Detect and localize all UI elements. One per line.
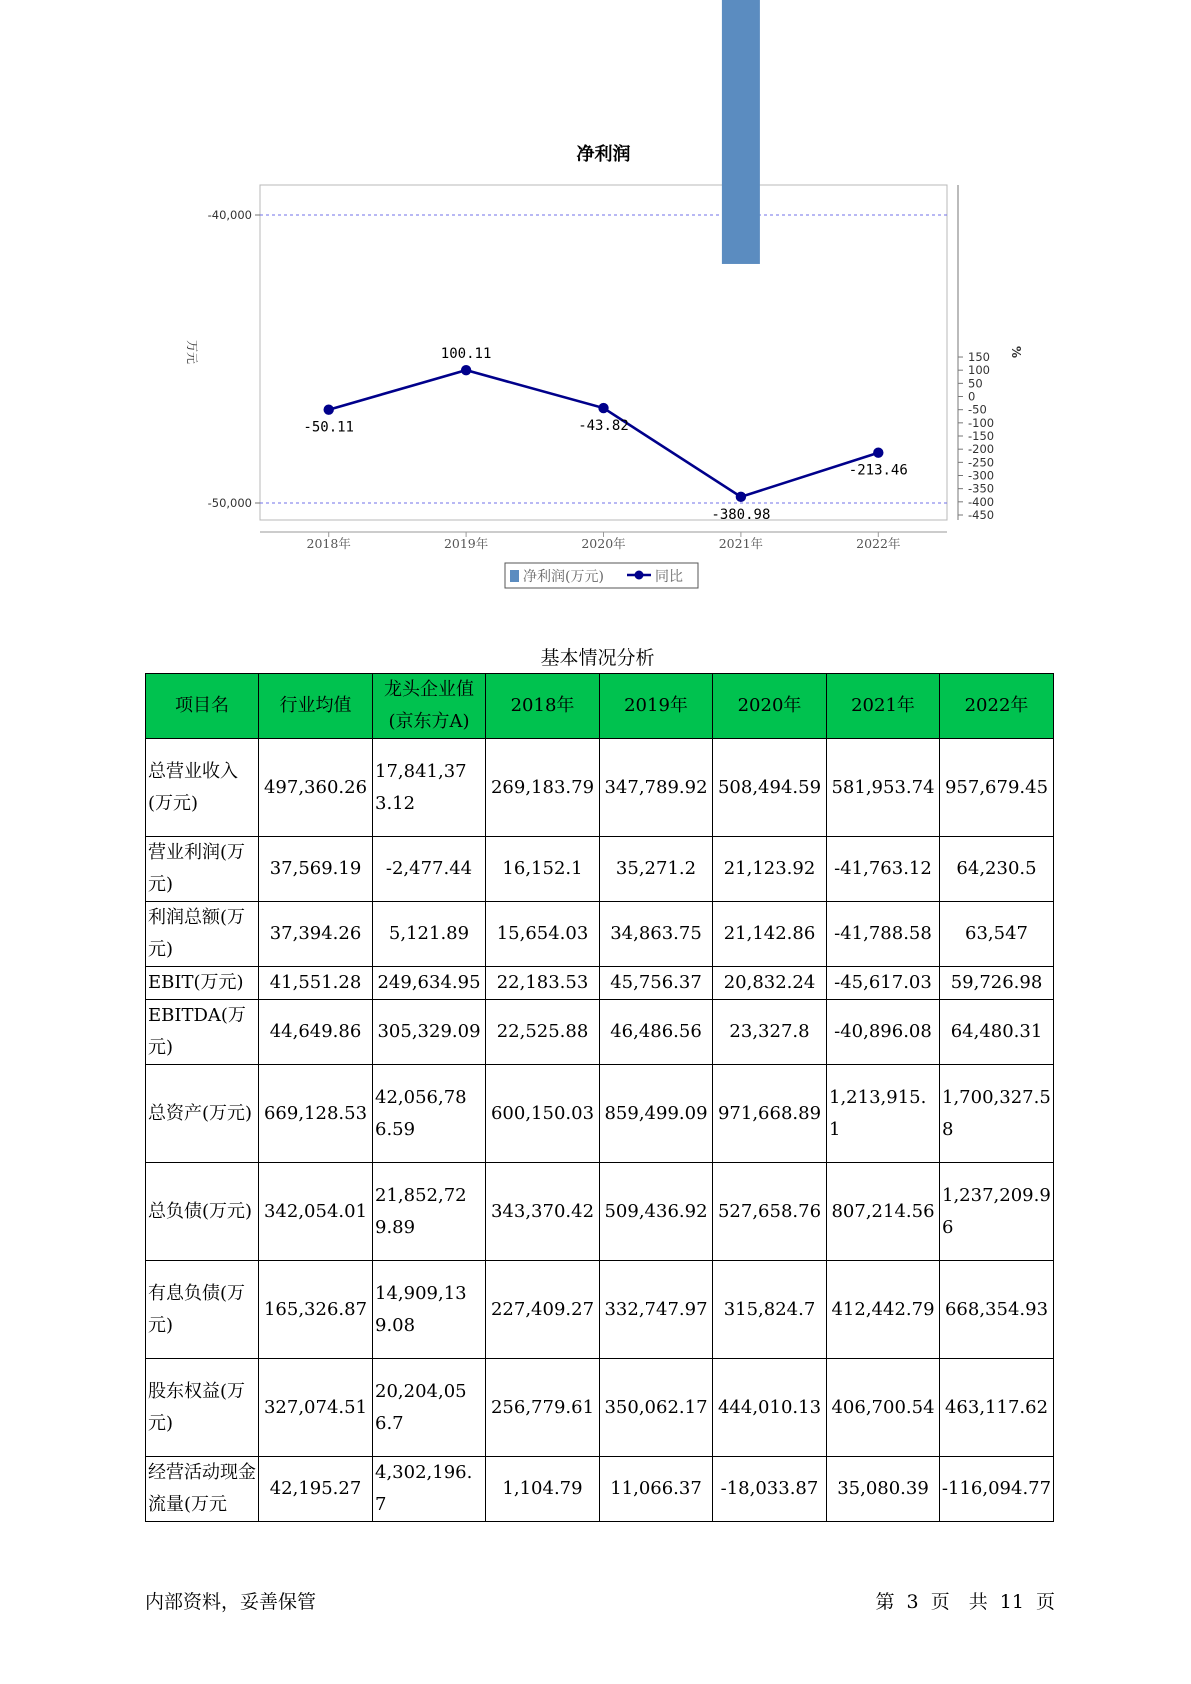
x-tick-label: 2021年 — [718, 536, 764, 551]
point-yoy — [324, 405, 334, 415]
row-label: 营业利润(万元) — [146, 837, 259, 902]
row-label: 股东权益(万元) — [146, 1359, 259, 1457]
page-current: 3 — [906, 1591, 919, 1613]
table-cell: -40,896.08 — [827, 1000, 940, 1065]
table-row — [146, 1065, 1054, 1163]
table-cell: 34,863.75 — [600, 902, 713, 967]
y-right-axis-title: % — [1009, 345, 1023, 359]
table-cell: 21,852,729.89 — [373, 1163, 486, 1261]
table-cell: 600,150.03 — [486, 1065, 600, 1163]
table-cell: 1,104.79 — [486, 1457, 600, 1522]
table-cell: 581,953.74 — [827, 739, 940, 837]
chart-title: 净利润 — [576, 144, 631, 165]
table-row — [146, 902, 1054, 967]
table-cell: 22,525.88 — [486, 1000, 600, 1065]
point-yoy — [873, 448, 883, 458]
header-cell: 2022年 — [940, 674, 1054, 739]
table-cell: 350,062.17 — [600, 1359, 713, 1457]
point-yoy — [736, 492, 746, 502]
table-cell: 347,789.92 — [600, 739, 713, 837]
table-header-row — [146, 674, 1054, 739]
y-right-tick-label: 50 — [968, 376, 983, 391]
table-cell: 463,117.62 — [940, 1359, 1054, 1457]
table-cell: 35,080.39 — [827, 1457, 940, 1522]
point-yoy — [461, 365, 471, 375]
table-cell: 256,779.61 — [486, 1359, 600, 1457]
y-right-tick-label: -400 — [968, 494, 995, 509]
table-cell: 45,756.37 — [600, 967, 713, 1000]
footer-confidential: 内部资料，妥善保管 — [145, 1591, 317, 1613]
page-prefix: 第 — [875, 1591, 895, 1613]
footer-page-number — [875, 1587, 1055, 1614]
row-label: 总负债(万元) — [146, 1163, 259, 1261]
table-cell: -41,788.58 — [827, 902, 940, 967]
y-right-tick-label: -450 — [968, 508, 995, 522]
table-row — [146, 1000, 1054, 1065]
data-label-yoy: -213.46 — [848, 462, 908, 479]
table-cell: 957,679.45 — [940, 739, 1054, 837]
table-cell: 412,442.79 — [827, 1261, 940, 1359]
table-cell: 165,326.87 — [259, 1261, 373, 1359]
table-cell: 497,360.26 — [259, 739, 373, 837]
y-right-tick-label: -350 — [968, 481, 995, 496]
header-cell: 龙头企业值(京东方A) — [373, 674, 486, 739]
table-cell: 42,056,786.59 — [373, 1065, 486, 1163]
x-tick-label: 2022年 — [856, 536, 901, 551]
y-right-tick-label: -200 — [968, 442, 995, 457]
y-left-tick-label: -50,000 — [207, 496, 252, 510]
row-label: 有息负债(万元) — [146, 1261, 259, 1359]
table-cell: 509,436.92 — [600, 1163, 713, 1261]
header-cell: 2021年 — [827, 674, 940, 739]
y-right-tick-label: -300 — [968, 468, 995, 483]
data-label-yoy: -380.98 — [711, 506, 771, 523]
table-cell: 37,394.26 — [259, 902, 373, 967]
page-suffix: 页 — [1035, 1591, 1055, 1613]
y-right-tick-label: 150 — [968, 350, 990, 365]
table-cell: 508,494.59 — [713, 739, 827, 837]
table-cell: -41,763.12 — [827, 837, 940, 902]
table-cell: 64,230.5 — [940, 837, 1054, 902]
y-right-tick-label: -150 — [968, 429, 995, 444]
table-cell: 249,634.95 — [373, 967, 486, 1000]
y-right-tick-label: 100 — [968, 363, 990, 378]
row-label: 利润总额(万元) — [146, 902, 259, 967]
row-label: EBIT(万元) — [146, 967, 259, 1000]
table-cell: 406,700.54 — [827, 1359, 940, 1457]
table-cell: -116,094.77 — [940, 1457, 1054, 1522]
data-label-yoy: -50.11 — [303, 419, 354, 436]
table-cell: 342,054.01 — [259, 1163, 373, 1261]
table-cell: 343,370.42 — [486, 1163, 600, 1261]
legend-swatch-bar — [510, 570, 519, 582]
table-cell: 315,824.7 — [713, 1261, 827, 1359]
table-cell: 15,654.03 — [486, 902, 600, 967]
plot-area — [260, 185, 947, 520]
table-cell: 668,354.93 — [940, 1261, 1054, 1359]
table-cell: 227,409.27 — [486, 1261, 600, 1359]
data-label-yoy: 100.11 — [440, 346, 492, 363]
table-cell: 4,302,196.7 — [373, 1457, 486, 1522]
header-cell: 2019年 — [600, 674, 713, 739]
table-cell: 807,214.56 — [827, 1163, 940, 1261]
y-right-tick-label: 0 — [968, 389, 976, 404]
y-right-tick-label: -250 — [968, 455, 995, 470]
row-label: 总资产(万元) — [146, 1065, 259, 1163]
table-row — [146, 1163, 1054, 1261]
table-cell: 859,499.09 — [600, 1065, 713, 1163]
table-cell: 527,658.76 — [713, 1163, 827, 1261]
table-cell: 444,010.13 — [713, 1359, 827, 1457]
y-right-tick-label: -50 — [968, 402, 987, 417]
legend-label-bar: 净利润(万元) — [523, 569, 604, 585]
legend-label-line: 同比 — [655, 569, 683, 585]
table-cell: 327,074.51 — [259, 1359, 373, 1457]
table-cell: 35,271.2 — [600, 837, 713, 902]
table-cell: 64,480.31 — [940, 1000, 1054, 1065]
table-row — [146, 967, 1054, 1000]
table-cell: 37,569.19 — [259, 837, 373, 902]
table-cell: 17,841,373.12 — [373, 739, 486, 837]
table-cell: -2,477.44 — [373, 837, 486, 902]
data-label-yoy: -43.82 — [578, 418, 629, 435]
legend-swatch-marker — [635, 571, 644, 580]
x-tick-label: 2018年 — [306, 536, 351, 551]
table-cell: 46,486.56 — [600, 1000, 713, 1065]
header-cell: 2020年 — [713, 674, 827, 739]
header-cell: 行业均值 — [259, 674, 373, 739]
table-cell: 1,213,915.1 — [827, 1065, 940, 1163]
table-caption: 基本情况分析 — [540, 647, 655, 669]
table-row — [146, 1261, 1054, 1359]
table-cell: 59,726.98 — [940, 967, 1054, 1000]
net-profit-chart — [0, 0, 1191, 600]
point-yoy — [598, 403, 608, 413]
table-cell: 269,183.79 — [486, 739, 600, 837]
table-cell: 332,747.97 — [600, 1261, 713, 1359]
table-row — [146, 837, 1054, 902]
analysis-table — [145, 673, 1054, 1522]
page-total: 11 — [999, 1591, 1024, 1613]
table-cell: 41,551.28 — [259, 967, 373, 1000]
table-cell: 669,128.53 — [259, 1065, 373, 1163]
bar-net-profit — [722, 0, 760, 264]
x-tick-label: 2019年 — [443, 536, 489, 551]
table-cell: 21,142.86 — [713, 902, 827, 967]
table-cell: 11,066.37 — [600, 1457, 713, 1522]
page-mid: 页 共 — [930, 1591, 988, 1613]
x-tick-label: 2020年 — [581, 536, 626, 551]
table-row — [146, 1359, 1054, 1457]
table-cell: 44,649.86 — [259, 1000, 373, 1065]
table-cell: 20,832.24 — [713, 967, 827, 1000]
header-cell: 项目名 — [146, 674, 259, 739]
table-cell: 1,700,327.58 — [940, 1065, 1054, 1163]
table-row — [146, 1457, 1054, 1522]
row-label: EBITDA(万元) — [146, 1000, 259, 1065]
table-cell: 1,237,209.96 — [940, 1163, 1054, 1261]
table-cell: 22,183.53 — [486, 967, 600, 1000]
y-left-axis-title: 万元 — [185, 339, 199, 365]
table-cell: 16,152.1 — [486, 837, 600, 902]
table-row — [146, 739, 1054, 837]
row-label: 经营活动现金流量(万元 — [146, 1457, 259, 1522]
table-cell: 21,123.92 — [713, 837, 827, 902]
header-cell: 2018年 — [486, 674, 600, 739]
table-cell: 20,204,056.7 — [373, 1359, 486, 1457]
row-label: 总营业收入(万元) — [146, 739, 259, 837]
table-cell: 971,668.89 — [713, 1065, 827, 1163]
table-cell: -18,033.87 — [713, 1457, 827, 1522]
table-cell: 305,329.09 — [373, 1000, 486, 1065]
table-cell: 14,909,139.08 — [373, 1261, 486, 1359]
table-cell: 23,327.8 — [713, 1000, 827, 1065]
y-right-tick-label: -100 — [968, 415, 995, 430]
table-cell: 5,121.89 — [373, 902, 486, 967]
table-cell: 42,195.27 — [259, 1457, 373, 1522]
y-left-tick-label: -40,000 — [207, 208, 252, 222]
table-cell: -45,617.03 — [827, 967, 940, 1000]
table-cell: 63,547 — [940, 902, 1054, 967]
